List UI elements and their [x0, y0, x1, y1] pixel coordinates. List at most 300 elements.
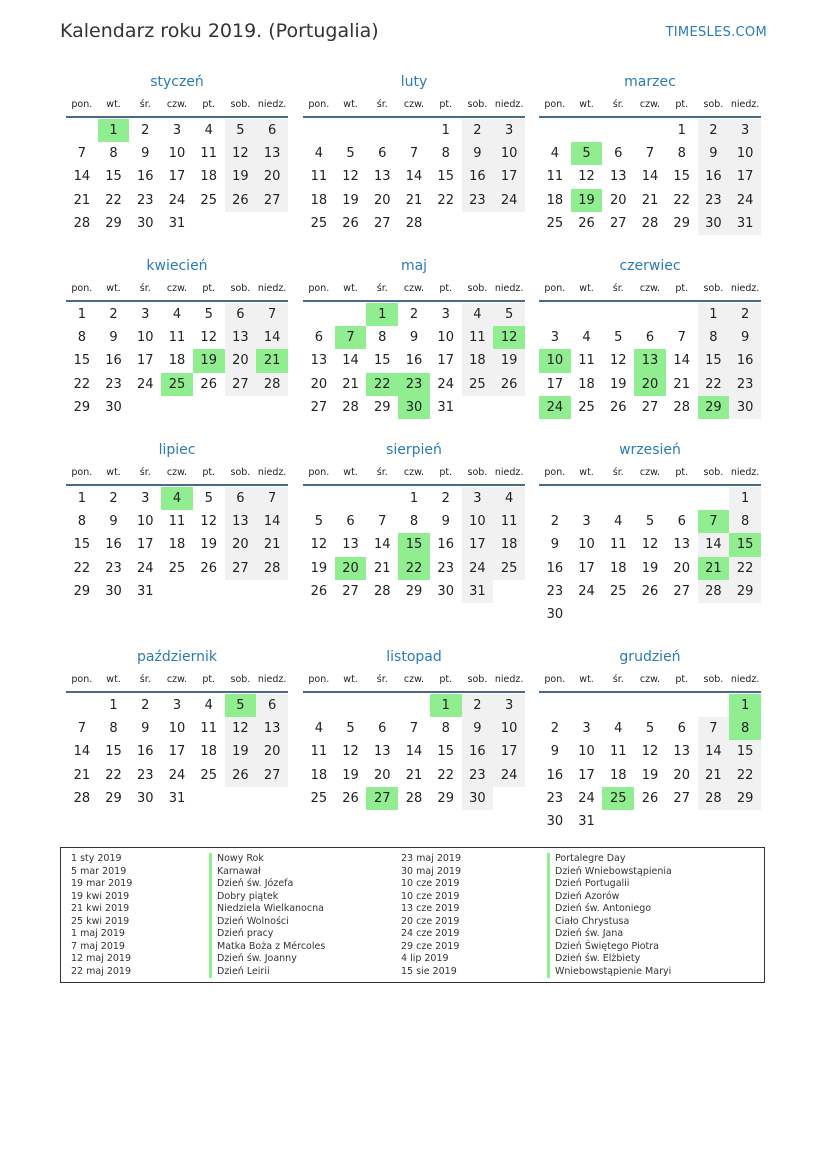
weekday-label: śr.	[612, 467, 624, 478]
day-cell: 1	[729, 487, 761, 510]
day-grid	[66, 486, 288, 603]
day-cell: 14	[673, 353, 690, 369]
day-cell: 2	[109, 307, 118, 322]
day-cell: 15	[374, 353, 391, 369]
day-cell: 27	[225, 373, 257, 396]
day-cell: 22	[729, 764, 761, 787]
day-grid	[66, 693, 288, 810]
empty-cell	[366, 694, 398, 717]
month-6	[539, 254, 761, 444]
day-cell: 24	[462, 557, 494, 580]
day-cell: 12	[200, 514, 217, 530]
legend-holiday-name: Dzień Portugalii	[547, 878, 672, 891]
day-cell: 19	[641, 560, 659, 576]
day-cell: 25	[578, 399, 595, 415]
empty-cell	[634, 487, 666, 510]
empty-cell	[303, 303, 335, 326]
day-cell: 12	[641, 537, 659, 553]
empty-cell	[698, 694, 730, 717]
day-cell: 27	[374, 215, 391, 231]
day-cell: 23	[105, 376, 122, 392]
weekday-label: sob.	[703, 674, 724, 685]
legend-date: 19 mar 2019	[71, 878, 133, 889]
day-cell: 23	[437, 560, 454, 576]
day-cell: 17	[137, 353, 154, 369]
day-cell: 19	[610, 376, 627, 392]
day-cell: 6	[645, 330, 655, 346]
holiday-day-cell: 22	[398, 557, 430, 580]
weekday-label: wt.	[579, 467, 594, 478]
weekday-label: niedz.	[494, 674, 524, 685]
month-1	[66, 70, 288, 260]
legend-holiday-name: Nowy Rok	[209, 853, 325, 866]
day-cell: 27	[641, 399, 659, 415]
weekday-label: czw.	[639, 99, 661, 110]
legend-date: 5 mar 2019	[71, 865, 127, 877]
day-cell: 7	[378, 514, 387, 530]
weekday-header	[66, 669, 288, 693]
day-cell: 11	[610, 537, 627, 553]
day-cell: 9	[462, 717, 494, 740]
day-cell: 21	[698, 764, 730, 787]
day-cell: 2	[462, 119, 494, 142]
day-cell: 20	[374, 192, 391, 208]
day-cell: 25	[462, 373, 494, 396]
holiday-day-cell: 1	[366, 303, 398, 326]
day-cell: 12	[342, 744, 359, 760]
day-cell: 3	[493, 119, 525, 142]
day-cell: 7	[256, 303, 288, 326]
day-cell: 2	[550, 514, 559, 530]
weekday-label: wt.	[579, 99, 594, 110]
weekday-label: czw.	[639, 283, 661, 294]
day-cell: 7	[409, 721, 419, 737]
day-cell: 6	[677, 514, 686, 530]
weekday-label: śr.	[612, 674, 624, 685]
day-cell: 28	[673, 399, 690, 415]
weekday-label: pt.	[675, 467, 689, 478]
day-cell: 30	[698, 212, 730, 235]
day-cell: 3	[462, 487, 494, 510]
day-cell: 19	[200, 537, 217, 553]
day-grid	[539, 118, 761, 235]
weekday-label: pon.	[308, 467, 330, 478]
holiday-day-cell: 30	[398, 396, 430, 419]
legend-holiday-name: Dzień pracy	[209, 928, 325, 941]
month-3	[539, 70, 761, 260]
day-cell: 24	[578, 583, 595, 599]
day-cell: 25	[610, 583, 627, 599]
day-cell: 2	[550, 721, 559, 737]
day-cell: 19	[310, 560, 328, 576]
month-name: październik	[137, 649, 217, 665]
day-cell: 6	[225, 487, 257, 510]
holiday-day-cell: 13	[634, 349, 666, 372]
weekday-label: pt.	[439, 283, 453, 294]
legend-name-column	[209, 853, 325, 978]
day-cell: 28	[405, 790, 423, 806]
weekday-label: niedz.	[730, 467, 760, 478]
day-cell: 23	[546, 583, 564, 599]
day-cell: 13	[374, 744, 391, 760]
weekday-label: wt.	[106, 674, 121, 685]
weekday-label: sob.	[230, 283, 251, 294]
day-cell: 19	[641, 767, 659, 783]
empty-cell	[539, 119, 571, 142]
weekday-label: pon.	[71, 99, 93, 110]
day-cell: 10	[137, 330, 154, 346]
month-8	[303, 438, 525, 628]
month-name: grudzień	[619, 649, 681, 665]
legend-date: 19 kwi 2019	[71, 890, 130, 902]
day-cell: 10	[578, 744, 595, 760]
day-cell: 3	[582, 721, 591, 737]
weekday-label: niedz.	[494, 467, 524, 478]
day-cell: 24	[137, 376, 154, 392]
day-cell: 11	[462, 326, 494, 349]
day-cell: 6	[614, 146, 623, 162]
day-cell: 12	[641, 744, 659, 760]
day-cell: 10	[437, 330, 454, 346]
holiday-day-cell: 29	[698, 396, 730, 419]
month-7	[66, 438, 288, 628]
weekday-label: pt.	[202, 674, 216, 685]
holiday-day-cell: 25	[602, 787, 634, 810]
day-cell: 6	[378, 146, 387, 162]
day-cell: 4	[204, 698, 213, 713]
day-cell: 8	[677, 146, 686, 162]
empty-cell	[571, 487, 603, 510]
day-cell: 14	[374, 537, 391, 553]
day-cell: 24	[168, 767, 186, 783]
day-cell: 8	[378, 330, 387, 346]
day-cell: 7	[77, 721, 86, 737]
day-cell: 3	[172, 698, 182, 713]
day-cell: 27	[225, 557, 257, 580]
day-cell: 16	[729, 349, 761, 372]
day-cell: 24	[493, 764, 525, 787]
holiday-day-cell: 1	[729, 694, 761, 717]
legend-name-column	[547, 853, 672, 978]
day-cell: 2	[141, 698, 150, 713]
day-cell: 15	[729, 740, 761, 763]
day-cell: 22	[73, 376, 91, 392]
day-cell: 18	[310, 767, 328, 783]
day-cell: 17	[168, 169, 186, 185]
weekday-header	[66, 94, 288, 118]
weekday-label: pon.	[308, 674, 330, 685]
day-cell: 24	[729, 189, 761, 212]
holiday-day-cell: 8	[729, 717, 761, 740]
day-cell: 17	[493, 165, 525, 188]
day-cell: 26	[200, 560, 217, 576]
holiday-day-cell: 10	[539, 349, 571, 372]
legend-date: 10 cze 2019	[401, 878, 460, 889]
holiday-day-cell: 7	[698, 510, 730, 533]
legend-date: 7 maj 2019	[71, 940, 125, 952]
day-cell: 9	[729, 326, 761, 349]
day-cell: 1	[77, 307, 86, 322]
weekday-label: czw.	[403, 467, 425, 478]
weekday-label: śr.	[139, 283, 151, 294]
month-name: czerwiec	[619, 258, 681, 274]
day-cell: 7	[645, 146, 655, 162]
day-cell: 20	[225, 533, 257, 556]
day-cell: 26	[310, 583, 328, 599]
day-cell: 23	[137, 192, 154, 208]
day-cell: 20	[310, 376, 328, 392]
legend-holiday-name: Dzień Azorów	[547, 891, 672, 904]
weekday-header	[303, 94, 525, 118]
weekday-label: niedz.	[494, 283, 524, 294]
day-cell: 11	[200, 721, 217, 737]
day-cell: 10	[493, 142, 525, 165]
day-cell: 7	[677, 330, 686, 346]
legend-date: 29 cze 2019	[401, 940, 460, 952]
day-cell: 23	[105, 560, 122, 576]
day-cell: 16	[546, 560, 564, 576]
day-cell: 5	[493, 303, 525, 326]
day-cell: 29	[729, 580, 761, 603]
empty-cell	[602, 694, 634, 717]
day-cell: 19	[493, 349, 525, 372]
weekday-label: sob.	[230, 674, 251, 685]
day-cell: 11	[578, 353, 595, 369]
day-cell: 28	[73, 790, 91, 806]
weekday-label: czw.	[639, 674, 661, 685]
empty-cell	[303, 119, 335, 142]
day-cell: 9	[462, 142, 494, 165]
weekday-label: niedz.	[257, 467, 287, 478]
day-grid	[539, 302, 761, 419]
day-cell: 7	[77, 146, 86, 162]
weekday-label: śr.	[139, 674, 151, 685]
day-cell: 16	[546, 767, 564, 783]
day-cell: 28	[73, 215, 91, 231]
day-cell: 12	[610, 353, 627, 369]
day-cell: 15	[105, 744, 122, 760]
day-cell: 4	[172, 307, 182, 322]
day-cell: 26	[200, 376, 217, 392]
holiday-day-cell: 19	[571, 189, 603, 212]
day-cell: 25	[200, 192, 217, 208]
day-cell: 11	[546, 169, 564, 185]
holiday-day-cell: 24	[539, 396, 571, 419]
weekday-label: pon.	[308, 283, 330, 294]
day-cell: 6	[378, 721, 387, 737]
holiday-day-cell: 20	[335, 557, 367, 580]
weekday-header	[303, 669, 525, 693]
empty-cell	[335, 119, 367, 142]
day-cell: 9	[141, 721, 150, 737]
day-cell: 19	[225, 740, 257, 763]
weekday-label: czw.	[403, 283, 425, 294]
holiday-day-cell: 1	[430, 694, 462, 717]
day-cell: 19	[342, 192, 359, 208]
holiday-day-cell: 27	[366, 787, 398, 810]
day-cell: 14	[256, 510, 288, 533]
empty-cell	[398, 694, 430, 717]
day-cell: 15	[698, 349, 730, 372]
weekday-header	[539, 94, 761, 118]
day-cell: 21	[641, 192, 659, 208]
day-cell: 1	[109, 698, 118, 713]
day-cell: 2	[698, 119, 730, 142]
day-cell: 28	[405, 215, 423, 231]
day-cell: 15	[437, 744, 454, 760]
weekday-label: pt.	[439, 467, 453, 478]
weekday-label: wt.	[106, 99, 121, 110]
day-cell: 5	[614, 330, 623, 346]
weekday-label: pon.	[308, 99, 330, 110]
day-cell: 10	[578, 537, 595, 553]
month-10	[66, 645, 288, 835]
empty-cell	[398, 119, 430, 142]
weekday-label: wt.	[579, 674, 594, 685]
day-cell: 9	[441, 514, 450, 530]
day-cell: 4	[550, 146, 559, 162]
empty-cell	[366, 487, 398, 510]
day-cell: 26	[342, 215, 359, 231]
day-cell: 3	[441, 307, 450, 322]
day-grid	[303, 118, 525, 235]
legend-date: 22 maj 2019	[71, 965, 132, 977]
day-cell: 17	[546, 376, 564, 392]
day-cell: 4	[582, 330, 591, 346]
day-cell: 30	[105, 399, 122, 415]
weekday-label: czw.	[166, 283, 188, 294]
weekday-label: śr.	[612, 99, 624, 110]
empty-cell	[634, 303, 666, 326]
weekday-label: pt.	[439, 674, 453, 685]
day-cell: 2	[109, 491, 118, 506]
weekday-label: niedz.	[730, 99, 760, 110]
empty-cell	[666, 303, 698, 326]
day-cell: 13	[310, 353, 328, 369]
day-cell: 11	[168, 330, 186, 346]
day-cell: 18	[200, 169, 217, 185]
day-cell: 18	[578, 376, 595, 392]
month-12	[539, 645, 761, 835]
day-cell: 17	[437, 353, 454, 369]
day-cell: 23	[462, 189, 494, 212]
day-cell: 12	[342, 169, 359, 185]
legend-date: 4 lip 2019	[401, 953, 449, 964]
day-cell: 22	[105, 192, 122, 208]
day-cell: 26	[641, 790, 659, 806]
day-cell: 1	[441, 123, 450, 138]
empty-cell	[602, 303, 634, 326]
day-cell: 21	[256, 533, 288, 556]
empty-cell	[571, 694, 603, 717]
legend-date: 21 kwi 2019	[71, 903, 130, 914]
day-cell: 16	[105, 353, 122, 369]
day-cell: 31	[168, 215, 186, 231]
day-cell: 16	[698, 165, 730, 188]
day-cell: 9	[109, 514, 118, 530]
month-5	[303, 254, 525, 444]
day-cell: 5	[645, 514, 655, 530]
day-cell: 5	[225, 119, 257, 142]
holiday-day-cell: 21	[698, 557, 730, 580]
weekday-label: niedz.	[730, 674, 760, 685]
day-cell: 1	[77, 491, 86, 506]
weekday-label: śr.	[376, 467, 388, 478]
day-cell: 7	[698, 717, 730, 740]
day-cell: 24	[168, 192, 186, 208]
day-cell: 2	[141, 123, 150, 138]
weekday-label: śr.	[139, 99, 151, 110]
day-cell: 16	[105, 537, 122, 553]
day-cell: 16	[462, 740, 494, 763]
day-cell: 17	[462, 533, 494, 556]
empty-cell	[303, 487, 335, 510]
weekday-label: czw.	[166, 467, 188, 478]
weekday-header	[539, 669, 761, 693]
weekday-label: śr.	[376, 674, 388, 685]
page-title: Kalendarz roku 2019. (Portugalia)	[60, 20, 379, 42]
day-cell: 18	[168, 353, 186, 369]
day-cell: 14	[73, 744, 91, 760]
day-cell: 10	[168, 721, 186, 737]
empty-cell	[698, 487, 730, 510]
day-cell: 6	[314, 330, 323, 346]
day-cell: 12	[225, 717, 257, 740]
day-cell: 14	[405, 169, 423, 185]
day-cell: 3	[141, 307, 150, 322]
month-9	[539, 438, 761, 628]
legend-date-column	[71, 853, 132, 978]
day-cell: 4	[314, 721, 323, 737]
day-cell: 26	[225, 189, 257, 212]
weekday-label: pon.	[71, 283, 93, 294]
day-cell: 3	[582, 514, 591, 530]
day-cell: 14	[641, 169, 659, 185]
day-cell: 19	[342, 767, 359, 783]
brand-link[interactable]: TIMESLES.COM	[665, 25, 767, 40]
day-grid	[66, 118, 288, 235]
legend-holiday-name: Wniebowstąpienie Maryi	[547, 966, 672, 979]
day-cell: 18	[610, 560, 627, 576]
day-cell: 29	[105, 790, 122, 806]
empty-cell	[335, 487, 367, 510]
empty-cell	[602, 487, 634, 510]
month-4	[66, 254, 288, 444]
day-cell: 13	[673, 744, 690, 760]
day-cell: 4	[614, 721, 623, 737]
day-cell: 6	[346, 514, 355, 530]
day-cell: 1	[677, 123, 686, 138]
day-cell: 3	[550, 330, 559, 346]
day-cell: 22	[698, 373, 730, 396]
empty-cell	[539, 487, 571, 510]
day-cell: 20	[610, 192, 627, 208]
day-cell: 16	[437, 537, 454, 553]
day-cell: 2	[441, 491, 450, 506]
holiday-day-cell: 22	[366, 373, 398, 396]
day-cell: 30	[729, 396, 761, 419]
day-cell: 9	[409, 330, 419, 346]
day-cell: 28	[256, 557, 288, 580]
day-cell: 29	[405, 583, 423, 599]
day-cell: 11	[168, 514, 186, 530]
day-cell: 23	[462, 764, 494, 787]
day-cell: 5	[314, 514, 323, 530]
weekday-label: śr.	[376, 99, 388, 110]
weekday-label: sob.	[467, 283, 488, 294]
day-cell: 17	[168, 744, 186, 760]
month-name: maj	[400, 258, 428, 274]
